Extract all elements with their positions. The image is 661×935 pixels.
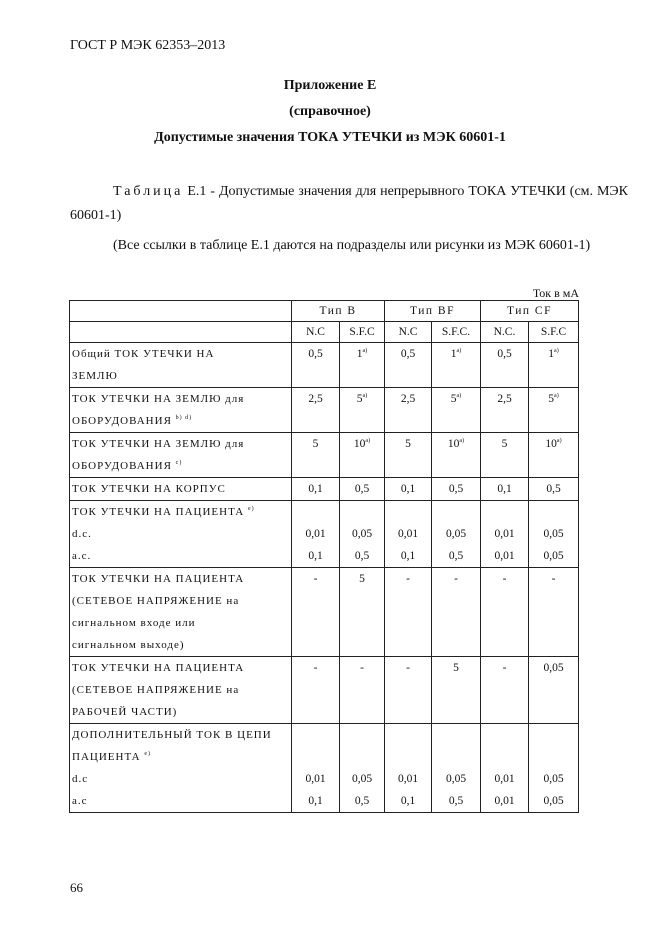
- value-cell: [529, 478, 579, 501]
- value-cell: [340, 657, 385, 724]
- row-label-line: [72, 365, 289, 387]
- row-label: [70, 568, 292, 657]
- value-text: -: [454, 573, 458, 585]
- row-label-text: (СЕТЕВОЕ НАПРЯЖЕНИЕ на: [72, 684, 240, 696]
- row-label: [70, 343, 292, 388]
- table-row: [70, 657, 579, 724]
- table-row: [70, 478, 579, 501]
- row-label-line: [72, 343, 289, 365]
- value-cell: [292, 478, 340, 501]
- value-line: 0,01: [305, 528, 326, 540]
- footnote-marker: a): [556, 438, 562, 444]
- value-cell: [432, 433, 481, 478]
- value-line: 0,05: [543, 550, 564, 562]
- row-label-text: ПАЦИЕНТА: [72, 751, 141, 763]
- table-caption-text: Е.1 - Допустимые значения для непрерывного ТОКА УТЕЧКИ (см. МЭК 60601-1): [70, 184, 628, 223]
- row-label-text: РАБОЧЕЙ ЧАСТИ): [72, 706, 178, 718]
- value-line: 0,01: [305, 773, 326, 785]
- table-row: [70, 343, 579, 388]
- value-cell: [292, 388, 340, 433]
- value-spacer: [483, 501, 526, 523]
- value-cell: [340, 478, 385, 501]
- value-text: 0,5: [308, 348, 323, 360]
- value-text: 10: [545, 438, 557, 450]
- row-label-line: [72, 634, 289, 656]
- value-cell: [340, 343, 385, 388]
- value-cell: [292, 568, 340, 657]
- value-text: 2,5: [308, 393, 323, 405]
- row-label: [70, 657, 292, 724]
- type-header: Тип B: [292, 301, 385, 322]
- value-line: 0,01: [397, 528, 419, 540]
- value-line: 0,5: [354, 795, 370, 807]
- value-spacer: [294, 746, 337, 768]
- value-text: 10: [447, 438, 460, 450]
- row-label-line: [72, 568, 289, 590]
- value-line: 0,05: [543, 795, 564, 807]
- value-text: 2,5: [400, 393, 416, 405]
- value-text: 1: [548, 348, 555, 360]
- appendix-title: Приложение Е: [283, 78, 377, 93]
- row-label-text: ТОК УТЕЧКИ НА ЗЕМЛЮ для: [72, 393, 245, 405]
- type-header: Тип BF: [385, 301, 481, 322]
- value-line: 0,5: [448, 795, 464, 807]
- value-cell: [385, 433, 432, 478]
- row-label: [70, 501, 292, 568]
- value-text: -: [406, 662, 410, 674]
- row-label-text: d.c.: [72, 528, 92, 540]
- footnote-marker: a): [365, 438, 371, 444]
- value-cell: [385, 343, 432, 388]
- value-text: 0,1: [497, 483, 512, 495]
- row-label-text: a.c.: [72, 550, 92, 562]
- footnote-marker: a): [554, 348, 559, 354]
- value-line: 0,05: [351, 528, 373, 540]
- value-text: 0,1: [400, 483, 416, 495]
- row-label-text: ЗЕМЛЮ: [72, 370, 118, 382]
- row-label-text: ТОК УТЕЧКИ НА ПАЦИЕНТА: [72, 506, 245, 518]
- value-text: -: [502, 573, 507, 585]
- value-cell: [481, 568, 529, 657]
- value-cell: [481, 657, 529, 724]
- value-line: 0,5: [354, 550, 370, 562]
- value-spacer: [531, 724, 576, 746]
- value-cell: [529, 388, 579, 433]
- value-cell: [385, 388, 432, 433]
- value-cell: [385, 724, 432, 813]
- value-text: 0,5: [400, 348, 416, 360]
- document-header: ГОСТ Р МЭК 62353–2013: [70, 38, 226, 53]
- value-cell: [432, 724, 481, 813]
- value-cell: [481, 478, 529, 501]
- value-cell: [432, 388, 481, 433]
- value-text: 0,5: [497, 348, 512, 360]
- value-cell: [481, 724, 529, 813]
- value-cell: [432, 568, 481, 657]
- value-line: 0,01: [494, 773, 515, 785]
- value-text: 5: [405, 438, 411, 450]
- value-spacer: [483, 724, 526, 746]
- row-label: [70, 478, 292, 501]
- condition-header: N.C: [385, 322, 432, 343]
- value-line: 0,1: [308, 795, 323, 807]
- value-cell: [292, 501, 340, 568]
- row-label: [70, 388, 292, 433]
- value-spacer: [434, 724, 478, 746]
- value-cell: [481, 343, 529, 388]
- value-text: 5: [548, 393, 555, 405]
- table-row: [70, 433, 579, 478]
- value-spacer: [342, 724, 382, 746]
- value-cell: [292, 657, 340, 724]
- value-cell: [432, 501, 481, 568]
- value-spacer: [531, 746, 576, 768]
- value-cell: [529, 724, 579, 813]
- value-text: 5: [453, 662, 459, 674]
- table-note: (Все ссылки в таблице Е.1 даются на подразделы или рисунки из МЭК 60601-1): [113, 238, 591, 253]
- value-cell: [340, 433, 385, 478]
- value-spacer: [294, 724, 337, 746]
- page-number: 66: [70, 880, 83, 895]
- condition-header: N.C.: [481, 322, 529, 343]
- row-label-text: ОБОРУДОВАНИЯ: [72, 460, 172, 472]
- row-label-line: [72, 746, 289, 768]
- value-spacer: [387, 746, 429, 768]
- value-cell: [340, 724, 385, 813]
- value-cell: [385, 478, 432, 501]
- value-cell: [385, 657, 432, 724]
- value-cell: [340, 501, 385, 568]
- footnote-marker: a): [456, 393, 462, 399]
- value-text: 0,05: [543, 662, 564, 674]
- value-cell: [432, 657, 481, 724]
- value-cell: [529, 657, 579, 724]
- row-label-text: ТОК УТЕЧКИ НА ЗЕМЛЮ для: [72, 438, 245, 450]
- value-cell: [432, 343, 481, 388]
- value-line: 0,01: [397, 773, 419, 785]
- row-label-line: [72, 388, 289, 410]
- row-label-line: [72, 768, 289, 790]
- value-text: 10: [353, 438, 366, 450]
- value-cell: [292, 343, 340, 388]
- row-label-text: a.c: [72, 795, 88, 807]
- appendix-heading: Допустимые значения ТОКА УТЕЧКИ из МЭК 60601-1: [154, 130, 506, 145]
- value-text: -: [502, 662, 507, 674]
- value-line: 0,05: [445, 773, 467, 785]
- value-line: 0,05: [445, 528, 467, 540]
- value-text: -: [551, 573, 556, 585]
- footnote-marker: a): [456, 348, 462, 354]
- table-caption-prefix: Таблица: [113, 184, 184, 199]
- value-text: 1: [356, 348, 363, 360]
- footnote-marker: e): [247, 506, 255, 512]
- value-line: 0,5: [448, 550, 464, 562]
- value-line: 0,1: [400, 795, 416, 807]
- table-header-types: [70, 301, 579, 322]
- value-line: 0,05: [543, 528, 564, 540]
- row-label-line: [72, 523, 289, 545]
- row-label-text: ТОК УТЕЧКИ НА КОРПУС: [72, 483, 226, 495]
- row-label-line: [72, 679, 289, 701]
- table-header-blank: [70, 301, 292, 322]
- value-cell: [385, 568, 432, 657]
- value-cell: [529, 501, 579, 568]
- row-label-text: (СЕТЕВОЕ НАПРЯЖЕНИЕ на: [72, 595, 240, 607]
- condition-header: N.C: [292, 322, 340, 343]
- row-label-line: [72, 724, 289, 746]
- value-text: 0,5: [546, 483, 561, 495]
- row-label-text: ТОК УТЕЧКИ НА ПАЦИЕНТА: [72, 573, 245, 585]
- value-text: 1: [450, 348, 457, 360]
- condition-header: S.F.C.: [432, 322, 481, 343]
- footnote-marker: e): [144, 751, 151, 757]
- row-label-text: d.c: [72, 773, 89, 785]
- value-cell: [432, 478, 481, 501]
- condition-header: S.F.C: [529, 322, 579, 343]
- value-line: 0,01: [494, 795, 515, 807]
- value-line: 0,1: [308, 550, 323, 562]
- value-cell: [340, 388, 385, 433]
- value-cell: [292, 433, 340, 478]
- row-label-line: [72, 701, 289, 723]
- appendix-subtitle: (справочное): [289, 104, 371, 119]
- row-label-line: [72, 590, 289, 612]
- row-label-line: [72, 545, 289, 567]
- table-header-conditions: [70, 322, 579, 343]
- type-header: Тип CF: [481, 301, 579, 322]
- value-cell: [481, 433, 529, 478]
- value-text: 0,5: [448, 483, 464, 495]
- value-spacer: [294, 501, 337, 523]
- value-spacer: [342, 746, 382, 768]
- value-cell: [481, 388, 529, 433]
- row-label-text: Общий ТОК УТЕЧКИ НА: [72, 348, 215, 360]
- row-label-text: ОБОРУДОВАНИЯ: [72, 415, 172, 427]
- leakage-current-table: [69, 300, 579, 813]
- row-label-line: [72, 478, 289, 500]
- value-text: 2,5: [497, 393, 512, 405]
- value-spacer: [342, 501, 382, 523]
- value-spacer: [387, 724, 429, 746]
- row-label-text: сигнальном выходе): [72, 639, 185, 651]
- footnote-marker: a): [362, 348, 368, 354]
- value-text: 5: [501, 438, 508, 450]
- footnote-marker: c): [175, 460, 183, 466]
- row-label-line: [72, 410, 289, 432]
- value-cell: [385, 501, 432, 568]
- value-cell: [529, 568, 579, 657]
- value-text: 0,1: [308, 483, 323, 495]
- table-header-blank: [70, 322, 292, 343]
- table-row: [70, 388, 579, 433]
- condition-header: S.F.C: [340, 322, 385, 343]
- value-spacer: [531, 501, 576, 523]
- value-spacer: [387, 501, 429, 523]
- value-line: 0,05: [351, 773, 373, 785]
- value-cell: [529, 343, 579, 388]
- value-line: 0,01: [494, 550, 515, 562]
- value-text: 5: [359, 573, 365, 585]
- unit-label: Ток в мА: [532, 286, 579, 300]
- table-row: [70, 724, 579, 813]
- value-cell: [481, 501, 529, 568]
- value-spacer: [434, 746, 478, 768]
- footnote-marker: b) d): [175, 415, 193, 421]
- row-label-line: [72, 657, 289, 679]
- value-text: 0,5: [354, 483, 370, 495]
- value-line: 0,1: [400, 550, 416, 562]
- value-text: -: [406, 573, 410, 585]
- value-text: -: [313, 573, 318, 585]
- table-row: [70, 501, 579, 568]
- row-label: [70, 433, 292, 478]
- footnote-marker: a): [554, 393, 559, 399]
- row-label-text: ДОПОЛНИТЕЛЬНЫЙ ТОК В ЦЕПИ: [72, 729, 272, 741]
- value-cell: [292, 724, 340, 813]
- footnote-marker: a): [459, 438, 465, 444]
- value-spacer: [483, 746, 526, 768]
- value-line: 0,05: [543, 773, 564, 785]
- row-label-line: [72, 790, 289, 812]
- value-cell: [529, 433, 579, 478]
- row-label-line: [72, 501, 289, 523]
- row-label-line: [72, 455, 289, 477]
- value-text: -: [360, 662, 364, 674]
- value-text: -: [313, 662, 318, 674]
- value-cell: [340, 568, 385, 657]
- row-label-line: [72, 612, 289, 634]
- value-line: 0,01: [494, 528, 515, 540]
- row-label-line: [72, 433, 289, 455]
- value-text: 5: [450, 393, 457, 405]
- value-text: 5: [356, 393, 363, 405]
- value-text: 5: [312, 438, 319, 450]
- value-spacer: [434, 501, 478, 523]
- table-row: [70, 568, 579, 657]
- table-caption: [70, 180, 628, 228]
- footnote-marker: a): [362, 393, 368, 399]
- row-label-text: сигнальном входе или: [72, 617, 196, 629]
- row-label: [70, 724, 292, 813]
- row-label-text: ТОК УТЕЧКИ НА ПАЦИЕНТА: [72, 662, 245, 674]
